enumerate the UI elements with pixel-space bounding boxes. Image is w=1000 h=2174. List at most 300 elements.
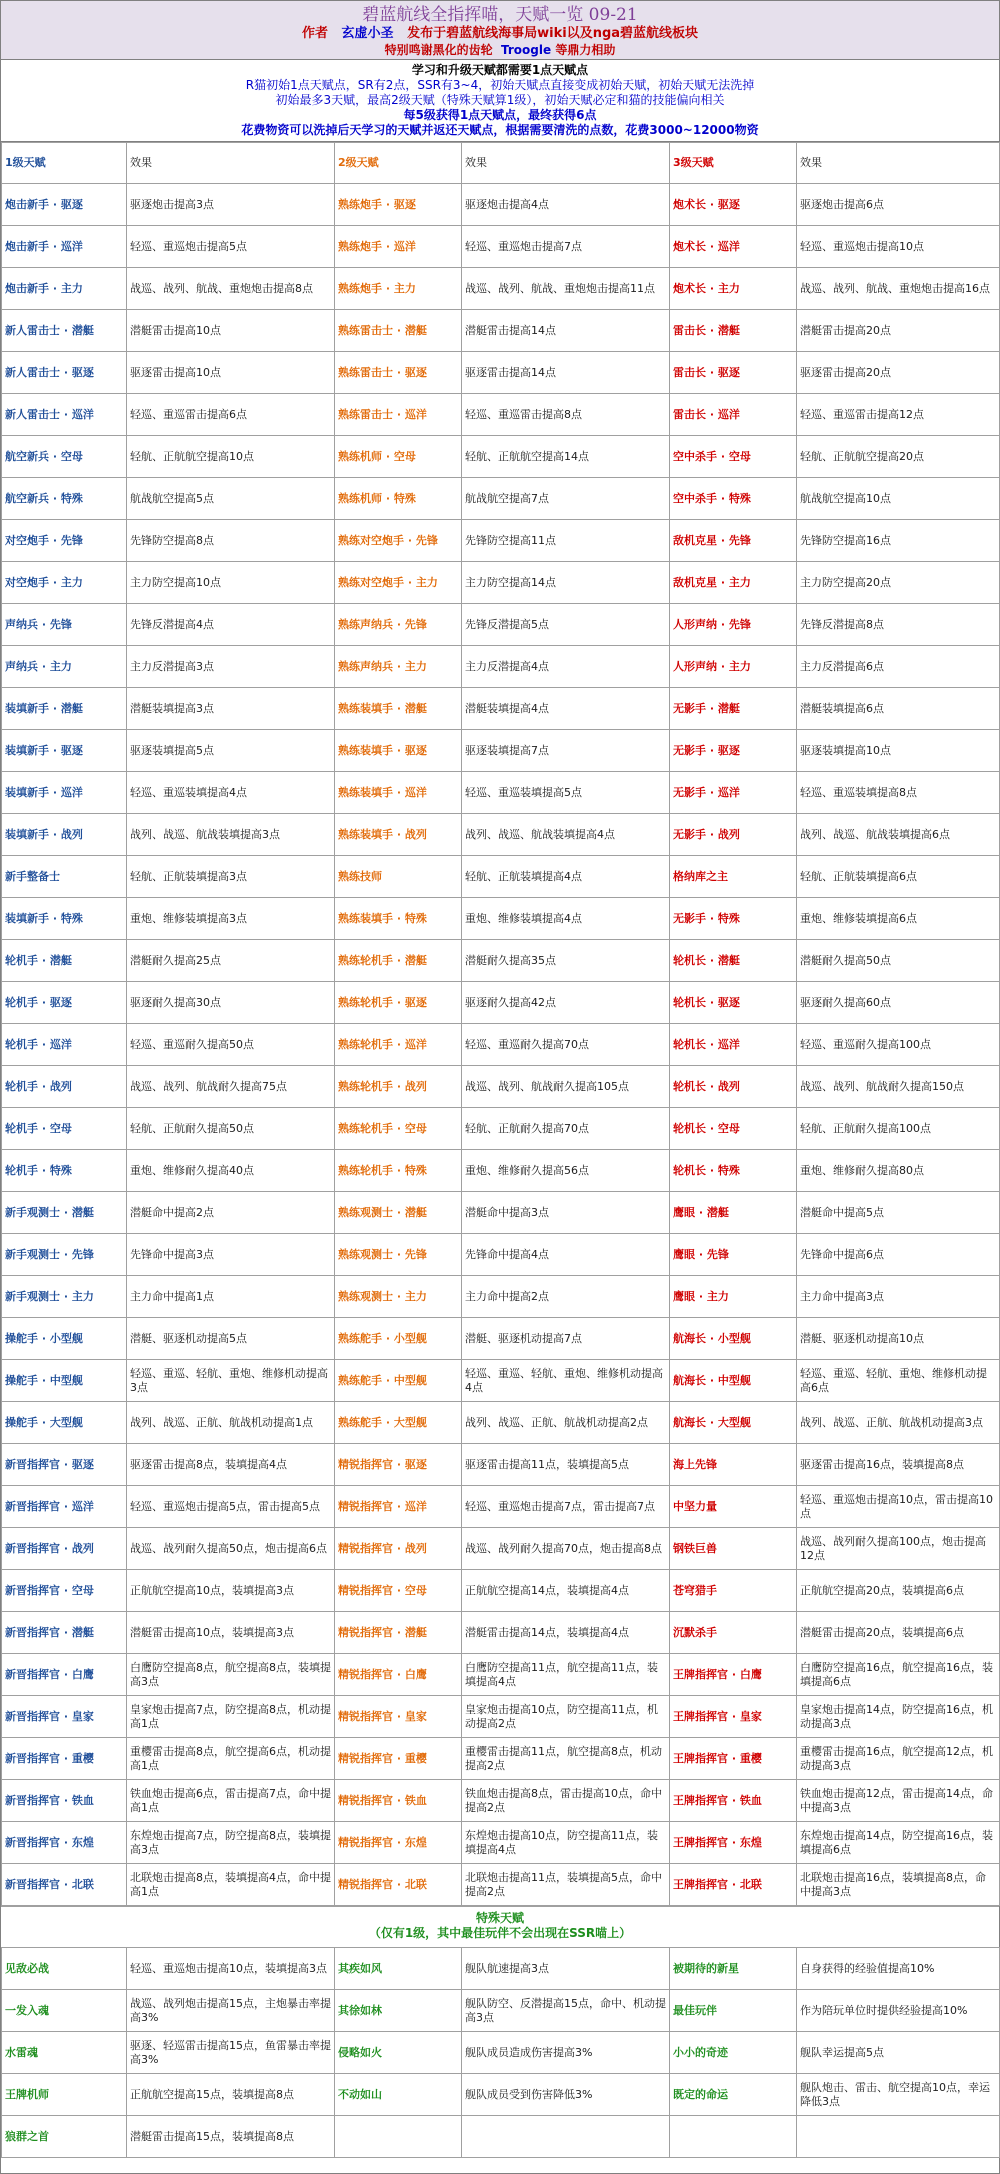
author-line (1, 25, 999, 42)
talent-effect-level2: 驱逐装填提高7点 (462, 730, 670, 772)
talent-effect-level1: 北联炮击提高8点，装填提高4点，命中提高1点 (127, 1864, 335, 1906)
talent-name-level1: 装填新手 · 驱逐 (2, 730, 127, 772)
talent-name-level3: 鹰眼 · 主力 (670, 1276, 797, 1318)
talent-effect-level3: 潜艇装填提高6点 (797, 688, 1000, 730)
talent-name-level1: 对空炮手 · 先锋 (2, 520, 127, 562)
talent-name-level1: 王牌机师 (2, 2074, 127, 2116)
talent-name-level3: 无影手 · 特殊 (670, 898, 797, 940)
talent-effect-level1: 皇家炮击提高7点，防空提高8点，机动提高1点 (127, 1696, 335, 1738)
talent-effect-level3: 重樱雷击提高16点，航空提高12点，机动提高3点 (797, 1738, 1000, 1780)
talent-name-level1: 操舵手 · 小型舰 (2, 1318, 127, 1360)
talent-name-level2: 熟练声纳兵 · 主力 (335, 646, 462, 688)
talent-row (2, 478, 1000, 520)
talent-name-level2: 熟练炮手 · 巡洋 (335, 226, 462, 268)
talent-effect-level1: 驱逐、轻巡雷击提高15点，鱼雷暴击率提高3% (127, 2032, 335, 2074)
talent-row (2, 730, 1000, 772)
talent-row (2, 940, 1000, 982)
talent-effect-level3: 战巡、战列耐久提高100点，炮击提高12点 (797, 1528, 1000, 1570)
talent-name-level3: 轮机长 · 战列 (670, 1066, 797, 1108)
talent-row (2, 268, 1000, 310)
header-effect3: 效果 (797, 143, 1000, 184)
talent-effect-level2: 战列、战巡、航战装填提高4点 (462, 814, 670, 856)
talent-name-level2 (335, 2116, 462, 2158)
talent-effect-level2: 轻巡、重巡耐久提高70点 (462, 1024, 670, 1066)
talent-effect-level1: 潜艇、驱逐机动提高5点 (127, 1318, 335, 1360)
author-label: 作者 (301, 26, 328, 41)
talent-table (1, 142, 1000, 1906)
talent-name-level2: 熟练观测士 · 先锋 (335, 1234, 462, 1276)
talent-effect-level1: 轻航、正航耐久提高50点 (127, 1108, 335, 1150)
talent-name-level2: 熟练装填手 · 巡洋 (335, 772, 462, 814)
talent-name-level1: 对空炮手 · 主力 (2, 562, 127, 604)
talent-effect-level2: 轻航、正航航空提高14点 (462, 436, 670, 478)
talent-row (2, 184, 1000, 226)
talent-effect-level1: 铁血炮击提高6点，雷击提高7点，命中提高1点 (127, 1780, 335, 1822)
talent-name-level1: 操舵手 · 中型舰 (2, 1360, 127, 1402)
talent-name-level3 (670, 2116, 797, 2158)
talent-effect-level2: 北联炮击提高11点，装填提高5点，命中提高2点 (462, 1864, 670, 1906)
thanks-suffix: 等鼎力相助 (555, 43, 616, 57)
talent-name-level2: 熟练炮手 · 驱逐 (335, 184, 462, 226)
talent-name-level2: 精锐指挥官 · 东煌 (335, 1822, 462, 1864)
talent-effect-level3: 作为陪玩单位时提供经验提高10% (797, 1990, 1000, 2032)
page-title: 碧蓝航线全指挥喵，天赋一览 09-21 (362, 5, 638, 25)
talent-effect-level2: 轻巡、重巡雷击提高8点 (462, 394, 670, 436)
talent-effect-level3: 轻巡、重巡炮击提高10点，雷击提高10点 (797, 1486, 1000, 1528)
talent-name-level1: 新人雷击士 · 巡洋 (2, 394, 127, 436)
talent-name-level2: 熟练装填手 · 战列 (335, 814, 462, 856)
talent-name-level3: 人形声纳 · 主力 (670, 646, 797, 688)
talent-effect-level1: 轻巡、重巡炮击提高5点，雷击提高5点 (127, 1486, 335, 1528)
talent-name-level3: 沉默杀手 (670, 1612, 797, 1654)
talent-name-level2: 熟练舵手 · 大型舰 (335, 1402, 462, 1444)
talent-effect-level3: 驱逐装填提高10点 (797, 730, 1000, 772)
talent-name-level3: 王牌指挥官 · 东煌 (670, 1822, 797, 1864)
talent-effect-level2: 潜艇雷击提高14点 (462, 310, 670, 352)
talent-effect-level3: 轻航、正航耐久提高100点 (797, 1108, 1000, 1150)
talent-name-level2: 熟练舵手 · 小型舰 (335, 1318, 462, 1360)
talent-name-level2: 熟练炮手 · 主力 (335, 268, 462, 310)
talent-name-level2: 熟练轮机手 · 特殊 (335, 1150, 462, 1192)
talent-name-level1: 操舵手 · 大型舰 (2, 1402, 127, 1444)
talent-name-level2: 精锐指挥官 · 潜艇 (335, 1612, 462, 1654)
talent-name-level3: 王牌指挥官 · 铁血 (670, 1780, 797, 1822)
talent-row (2, 1444, 1000, 1486)
talent-name-level1: 新晋指挥官 · 空母 (2, 1570, 127, 1612)
talent-name-level1: 新晋指挥官 · 东煌 (2, 1822, 127, 1864)
talent-effect-level3: 主力防空提高20点 (797, 562, 1000, 604)
talent-effect-level2: 战巡、战列耐久提高70点，炮击提高8点 (462, 1528, 670, 1570)
talent-name-level1: 新晋指挥官 · 北联 (2, 1864, 127, 1906)
talent-effect-level3: 潜艇、驱逐机动提高10点 (797, 1318, 1000, 1360)
talent-effect-level3: 主力反潜提高6点 (797, 646, 1000, 688)
talent-row (2, 604, 1000, 646)
talent-row (2, 1780, 1000, 1822)
talent-effect-level1: 先锋防空提高8点 (127, 520, 335, 562)
talent-effect-level1: 重炮、维修装填提高3点 (127, 898, 335, 940)
talent-effect-level3: 轻巡、重巡、轻航、重炮、维修机动提高6点 (797, 1360, 1000, 1402)
talent-name-level3: 王牌指挥官 · 北联 (670, 1864, 797, 1906)
talent-name-level2: 精锐指挥官 · 空母 (335, 1570, 462, 1612)
talent-effect-level1: 轻巡、重巡耐久提高50点 (127, 1024, 335, 1066)
special-table-body (2, 1948, 1000, 2158)
table-header-row (2, 143, 1000, 184)
talent-effect-level2: 铁血炮击提高8点，雷击提高10点，命中提高2点 (462, 1780, 670, 1822)
talent-effect-level3: 皇家炮击提高14点，防空提高16点，机动提高3点 (797, 1696, 1000, 1738)
talent-row (2, 898, 1000, 940)
talent-name-level2: 熟练机师 · 空母 (335, 436, 462, 478)
talent-name-level1: 新手观测士 · 潜艇 (2, 1192, 127, 1234)
talent-name-level1: 炮击新手 · 主力 (2, 268, 127, 310)
talent-name-level3: 海上先锋 (670, 1444, 797, 1486)
talent-row (2, 1108, 1000, 1150)
talent-effect-level2: 重樱雷击提高11点，航空提高8点，机动提高2点 (462, 1738, 670, 1780)
talent-name-level3: 轮机长 · 特殊 (670, 1150, 797, 1192)
thanks-text: 特别鸣谢黑化的齿轮 (384, 43, 493, 57)
talent-name-level1: 新晋指挥官 · 战列 (2, 1528, 127, 1570)
talent-effect-level1: 潜艇雷击提高15点，装填提高8点 (127, 2116, 335, 2158)
notes-block (1, 60, 999, 142)
talent-name-level2: 熟练舵手 · 中型舰 (335, 1360, 462, 1402)
talent-effect-level3: 东煌炮击提高14点，防空提高16点，装填提高6点 (797, 1822, 1000, 1864)
talent-effect-level3: 战列、战巡、航战装填提高6点 (797, 814, 1000, 856)
talent-row (2, 856, 1000, 898)
talent-effect-level3: 自身获得的经验值提高10% (797, 1948, 1000, 1990)
talent-name-level1: 装填新手 · 潜艇 (2, 688, 127, 730)
talent-effect-level2: 潜艇雷击提高14点，装填提高4点 (462, 1612, 670, 1654)
header-level1: 1级天赋 (2, 143, 127, 184)
talent-effect-level1: 主力命中提高1点 (127, 1276, 335, 1318)
talent-name-level1: 航空新兵 · 空母 (2, 436, 127, 478)
talent-row (2, 1654, 1000, 1696)
talent-row (2, 1402, 1000, 1444)
talent-effect-level1: 驱逐耐久提高30点 (127, 982, 335, 1024)
note-line-3: 初始最多3天赋，最高2级天赋（特殊天赋算1级），初始天赋必定和猫的技能偏向相关 (275, 93, 725, 107)
talent-effect-level2: 皇家炮击提高10点，防空提高11点，机动提高2点 (462, 1696, 670, 1738)
note-line-2: R猫初始1点天赋点，SR有2点，SSR有3~4，初始天赋点直接变成初始天赋，初始天赋无法洗掉 (245, 78, 755, 92)
talent-name-level1: 航空新兵 · 特殊 (2, 478, 127, 520)
talent-effect-level1: 先锋命中提高3点 (127, 1234, 335, 1276)
talent-name-level1: 装填新手 · 战列 (2, 814, 127, 856)
talent-name-level3: 苍穹猎手 (670, 1570, 797, 1612)
header-effect2: 效果 (462, 143, 670, 184)
talent-effect-level3: 潜艇耐久提高50点 (797, 940, 1000, 982)
talent-effect-level2: 战巡、战列、航战耐久提高105点 (462, 1066, 670, 1108)
talent-effect-level1: 主力防空提高10点 (127, 562, 335, 604)
talent-name-level3: 王牌指挥官 · 白鹰 (670, 1654, 797, 1696)
publish-info: 发布于碧蓝航线海事局wiki以及nga碧蓝航线板块 (407, 26, 699, 41)
talent-effect-level1: 先锋反潜提高4点 (127, 604, 335, 646)
talent-name-level2: 熟练装填手 · 驱逐 (335, 730, 462, 772)
talent-effect-level1: 潜艇雷击提高10点 (127, 310, 335, 352)
talent-effect-level2: 驱逐雷击提高11点，装填提高5点 (462, 1444, 670, 1486)
talent-name-level1: 一发入魂 (2, 1990, 127, 2032)
talent-effect-level3: 白鹰防空提高16点，航空提高16点，装填提高6点 (797, 1654, 1000, 1696)
talent-name-level2: 熟练雷击士 · 潜艇 (335, 310, 462, 352)
talent-row (2, 226, 1000, 268)
talent-name-level3: 小小的奇迹 (670, 2032, 797, 2074)
talent-name-level3: 炮术长 · 驱逐 (670, 184, 797, 226)
talent-name-level3: 轮机长 · 驱逐 (670, 982, 797, 1024)
talent-effect-level1: 驱逐雷击提高8点，装填提高4点 (127, 1444, 335, 1486)
talent-row (2, 1360, 1000, 1402)
talent-name-level3: 中坚力量 (670, 1486, 797, 1528)
talent-row (2, 1864, 1000, 1906)
talent-effect-level2: 驱逐耐久提高42点 (462, 982, 670, 1024)
talent-name-level2: 熟练观测士 · 主力 (335, 1276, 462, 1318)
talent-row (2, 772, 1000, 814)
talent-row (2, 646, 1000, 688)
talent-name-level2: 熟练轮机手 · 战列 (335, 1066, 462, 1108)
talent-effect-level3: 驱逐雷击提高16点，装填提高8点 (797, 1444, 1000, 1486)
note-line-1: 学习和升级天赋都需要1点天赋点 (411, 63, 589, 77)
talent-row (2, 436, 1000, 478)
talent-name-level2: 精锐指挥官 · 皇家 (335, 1696, 462, 1738)
talent-row (2, 982, 1000, 1024)
talent-effect-level2: 轻巡、重巡装填提高5点 (462, 772, 670, 814)
talent-row (2, 1024, 1000, 1066)
author-name: 玄虚小圣 (341, 26, 394, 41)
talent-name-level1: 新晋指挥官 · 皇家 (2, 1696, 127, 1738)
talent-name-level2: 其徐如林 (335, 1990, 462, 2032)
talent-effect-level2: 舰队航速提高3点 (462, 1948, 670, 1990)
talent-name-level3: 王牌指挥官 · 皇家 (670, 1696, 797, 1738)
talent-name-level2: 精锐指挥官 · 重樱 (335, 1738, 462, 1780)
talent-effect-level2: 轻航、正航耐久提高70点 (462, 1108, 670, 1150)
talent-effect-level1: 潜艇命中提高2点 (127, 1192, 335, 1234)
talent-name-level2: 精锐指挥官 · 战列 (335, 1528, 462, 1570)
talent-effect-level1: 正航航空提高15点，装填提高8点 (127, 2074, 335, 2116)
talent-name-level3: 无影手 · 驱逐 (670, 730, 797, 772)
talent-effect-level3: 主力命中提高3点 (797, 1276, 1000, 1318)
talent-name-level1: 新晋指挥官 · 巡洋 (2, 1486, 127, 1528)
talent-name-level1: 新人雷击士 · 潜艇 (2, 310, 127, 352)
talent-row (2, 1234, 1000, 1276)
header-level2: 2级天赋 (335, 143, 462, 184)
talent-row (2, 1528, 1000, 1570)
talent-effect-level3: 舰队炮击、雷击、航空提高10点，幸运降低3点 (797, 2074, 1000, 2116)
talent-name-level3: 无影手 · 潜艇 (670, 688, 797, 730)
talent-name-level3: 敌机克星 · 主力 (670, 562, 797, 604)
talent-name-level2: 精锐指挥官 · 北联 (335, 1864, 462, 1906)
talent-effect-level1: 战列、战巡、航战装填提高3点 (127, 814, 335, 856)
talent-effect-level3: 潜艇命中提高5点 (797, 1192, 1000, 1234)
talent-effect-level2: 航战航空提高7点 (462, 478, 670, 520)
talent-effect-level2: 战巡、战列、航战、重炮炮击提高11点 (462, 268, 670, 310)
talent-row (2, 352, 1000, 394)
talent-effect-level1: 轻巡、重巡装填提高4点 (127, 772, 335, 814)
talent-effect-level2: 主力命中提高2点 (462, 1276, 670, 1318)
talent-effect-level3: 轻航、正航航空提高20点 (797, 436, 1000, 478)
talent-effect-level3: 战巡、战列、航战、重炮炮击提高16点 (797, 268, 1000, 310)
talent-effect-level2: 轻航、正航装填提高4点 (462, 856, 670, 898)
talent-name-level2: 熟练轮机手 · 驱逐 (335, 982, 462, 1024)
talent-row (2, 1066, 1000, 1108)
talent-row (2, 394, 1000, 436)
talent-effect-level2: 轻巡、重巡炮击提高7点，雷击提高7点 (462, 1486, 670, 1528)
talent-name-level2: 侵略如火 (335, 2032, 462, 2074)
talent-name-level1: 新晋指挥官 · 重樱 (2, 1738, 127, 1780)
talent-name-level1: 声纳兵 · 先锋 (2, 604, 127, 646)
talent-effect-level3: 驱逐耐久提高60点 (797, 982, 1000, 1024)
talent-effect-level1: 重炮、维修耐久提高40点 (127, 1150, 335, 1192)
header-level3: 3级天赋 (670, 143, 797, 184)
talent-effect-level1: 潜艇雷击提高10点，装填提高3点 (127, 1612, 335, 1654)
talent-name-level2: 熟练技师 (335, 856, 462, 898)
talent-effect-level2: 潜艇命中提高3点 (462, 1192, 670, 1234)
talent-effect-level3: 先锋命中提高6点 (797, 1234, 1000, 1276)
talent-effect-level2: 先锋反潜提高5点 (462, 604, 670, 646)
talent-name-level1: 轮机手 · 战列 (2, 1066, 127, 1108)
special-talent-row (2, 1990, 1000, 2032)
special-talent-row (2, 1948, 1000, 1990)
talent-effect-level1: 战巡、战列、航战耐久提高75点 (127, 1066, 335, 1108)
talent-effect-level3: 轻巡、重巡装填提高8点 (797, 772, 1000, 814)
talent-effect-level3: 战列、战巡、正航、航战机动提高3点 (797, 1402, 1000, 1444)
special-talent-row (2, 2032, 1000, 2074)
talent-name-level1: 炮击新手 · 驱逐 (2, 184, 127, 226)
talent-name-level2: 熟练观测士 · 潜艇 (335, 1192, 462, 1234)
talent-name-level1: 轮机手 · 驱逐 (2, 982, 127, 1024)
talent-row (2, 1738, 1000, 1780)
talent-name-level3: 炮术长 · 巡洋 (670, 226, 797, 268)
talent-name-level3: 格纳库之主 (670, 856, 797, 898)
talent-effect-level2: 主力防空提高14点 (462, 562, 670, 604)
talent-name-level1: 轮机手 · 空母 (2, 1108, 127, 1150)
talent-effect-level1: 白鹰防空提高8点，航空提高8点，装填提高3点 (127, 1654, 335, 1696)
talent-name-level2: 熟练轮机手 · 潜艇 (335, 940, 462, 982)
talent-name-level2: 熟练装填手 · 特殊 (335, 898, 462, 940)
talent-effect-level3 (797, 2116, 1000, 2158)
talent-name-level1: 新晋指挥官 · 铁血 (2, 1780, 127, 1822)
talent-effect-level1: 轻巡、重巡炮击提高10点，装填提高3点 (127, 1948, 335, 1990)
talent-name-level3: 航海长 · 中型舰 (670, 1360, 797, 1402)
talent-name-level1: 炮击新手 · 巡洋 (2, 226, 127, 268)
talent-name-level1: 狼群之首 (2, 2116, 127, 2158)
talent-row (2, 1276, 1000, 1318)
talent-name-level2: 精锐指挥官 · 白鹰 (335, 1654, 462, 1696)
talent-effect-level3: 重炮、维修装填提高6点 (797, 898, 1000, 940)
talent-row (2, 1192, 1000, 1234)
title-block (1, 1, 999, 60)
talent-name-level3: 雷击长 · 巡洋 (670, 394, 797, 436)
talent-effect-level2: 驱逐雷击提高14点 (462, 352, 670, 394)
talent-name-level1: 新手整备士 (2, 856, 127, 898)
talent-effect-level1: 战巡、战列炮击提高15点，主炮暴击率提高3% (127, 1990, 335, 2032)
talent-effect-level3: 舰队幸运提高5点 (797, 2032, 1000, 2074)
talent-effect-level2: 舰队防空、反潜提高15点，命中、机动提高3点 (462, 1990, 670, 2032)
talent-effect-level1: 主力反潜提高3点 (127, 646, 335, 688)
talent-name-level2: 其疾如风 (335, 1948, 462, 1990)
talent-effect-level3: 驱逐雷击提高20点 (797, 352, 1000, 394)
talent-effect-level3: 航战航空提高10点 (797, 478, 1000, 520)
talent-name-level1: 轮机手 · 特殊 (2, 1150, 127, 1192)
talent-effect-level2: 舰队成员受到伤害降低3% (462, 2074, 670, 2116)
talent-effect-level1: 轻巡、重巡、轻航、重炮、维修机动提高3点 (127, 1360, 335, 1402)
talent-name-level1: 装填新手 · 巡洋 (2, 772, 127, 814)
talent-name-level2: 熟练轮机手 · 空母 (335, 1108, 462, 1150)
talent-name-level3: 轮机长 · 潜艇 (670, 940, 797, 982)
talent-name-level3: 王牌指挥官 · 重樱 (670, 1738, 797, 1780)
talent-name-level3: 鹰眼 · 先锋 (670, 1234, 797, 1276)
talent-name-level3: 最佳玩伴 (670, 1990, 797, 2032)
talent-effect-level3: 战巡、战列、航战耐久提高150点 (797, 1066, 1000, 1108)
talent-name-level3: 炮术长 · 主力 (670, 268, 797, 310)
talent-name-level3: 被期待的新星 (670, 1948, 797, 1990)
talent-effect-level2: 重炮、维修耐久提高56点 (462, 1150, 670, 1192)
talent-effect-level2: 主力反潜提高4点 (462, 646, 670, 688)
talent-name-level3: 空中杀手 · 特殊 (670, 478, 797, 520)
talent-name-level2: 熟练声纳兵 · 先锋 (335, 604, 462, 646)
talent-effect-level3: 驱逐炮击提高6点 (797, 184, 1000, 226)
talent-name-level1: 新晋指挥官 · 白鹰 (2, 1654, 127, 1696)
talent-effect-level1: 战巡、战列、航战、重炮炮击提高8点 (127, 268, 335, 310)
talent-name-level3: 轮机长 · 巡洋 (670, 1024, 797, 1066)
talent-row (2, 1612, 1000, 1654)
talent-effect-level2: 正航航空提高14点，装填提高4点 (462, 1570, 670, 1612)
special-title: 特殊天赋 (475, 1911, 524, 1925)
talent-name-level3: 空中杀手 · 空母 (670, 436, 797, 478)
talent-name-level1: 新手观测士 · 先锋 (2, 1234, 127, 1276)
talent-name-level2: 精锐指挥官 · 巡洋 (335, 1486, 462, 1528)
talent-effect-level2: 轻巡、重巡、轻航、重炮、维修机动提高4点 (462, 1360, 670, 1402)
talent-name-level1: 水雷魂 (2, 2032, 127, 2074)
talent-name-level2: 不动如山 (335, 2074, 462, 2116)
talent-effect-level2: 驱逐炮击提高4点 (462, 184, 670, 226)
header-effect1: 效果 (127, 143, 335, 184)
talent-effect-level3: 重炮、维修耐久提高80点 (797, 1150, 1000, 1192)
talent-effect-level2: 轻巡、重巡炮击提高7点 (462, 226, 670, 268)
talent-name-level3: 无影手 · 战列 (670, 814, 797, 856)
talent-effect-level2: 先锋命中提高4点 (462, 1234, 670, 1276)
talent-name-level3: 雷击长 · 驱逐 (670, 352, 797, 394)
talent-effect-level2: 潜艇耐久提高35点 (462, 940, 670, 982)
talent-effect-level2: 舰队成员造成伤害提高3% (462, 2032, 670, 2074)
talent-effect-level2: 潜艇、驱逐机动提高7点 (462, 1318, 670, 1360)
talent-effect-level3: 潜艇雷击提高20点，装填提高6点 (797, 1612, 1000, 1654)
talent-effect-level2: 白鹰防空提高11点，航空提高11点，装填提高4点 (462, 1654, 670, 1696)
thanks-name: Troogle (501, 43, 552, 57)
talent-effect-level1: 战巡、战列耐久提高50点，炮击提高6点 (127, 1528, 335, 1570)
talent-row (2, 1822, 1000, 1864)
talent-effect-level1: 东煌炮击提高7点，防空提高8点，装填提高3点 (127, 1822, 335, 1864)
talent-effect-level3: 铁血炮击提高12点，雷击提高14点，命中提高3点 (797, 1780, 1000, 1822)
talent-effect-level1: 轻航、正航装填提高3点 (127, 856, 335, 898)
talent-name-level1: 新人雷击士 · 驱逐 (2, 352, 127, 394)
talent-effect-level2 (462, 2116, 670, 2158)
talent-effect-level1: 驱逐雷击提高10点 (127, 352, 335, 394)
talent-name-level1: 轮机手 · 巡洋 (2, 1024, 127, 1066)
talent-row (2, 1318, 1000, 1360)
talent-row (2, 1150, 1000, 1192)
talent-name-level3: 航海长 · 小型舰 (670, 1318, 797, 1360)
talent-name-level2: 熟练机师 · 特殊 (335, 478, 462, 520)
talent-name-level3: 人形声纳 · 先锋 (670, 604, 797, 646)
talent-effect-level3: 北联炮击提高16点，装填提高8点，命中提高3点 (797, 1864, 1000, 1906)
talent-effect-level1: 潜艇耐久提高25点 (127, 940, 335, 982)
talent-name-level1: 轮机手 · 潜艇 (2, 940, 127, 982)
talent-effect-level1: 轻巡、重巡雷击提高6点 (127, 394, 335, 436)
special-subtitle: （仅有1级，其中最佳玩伴不会出现在SSR喵上） (368, 1926, 632, 1940)
talent-effect-level3: 轻巡、重巡雷击提高12点 (797, 394, 1000, 436)
talent-row (2, 688, 1000, 730)
talent-name-level1: 新晋指挥官 · 潜艇 (2, 1612, 127, 1654)
talent-row (2, 310, 1000, 352)
talent-name-level1: 新手观测士 · 主力 (2, 1276, 127, 1318)
talent-effect-level1: 正航航空提高10点，装填提高3点 (127, 1570, 335, 1612)
talent-effect-level1: 航战航空提高5点 (127, 478, 335, 520)
talent-name-level2: 熟练轮机手 · 巡洋 (335, 1024, 462, 1066)
